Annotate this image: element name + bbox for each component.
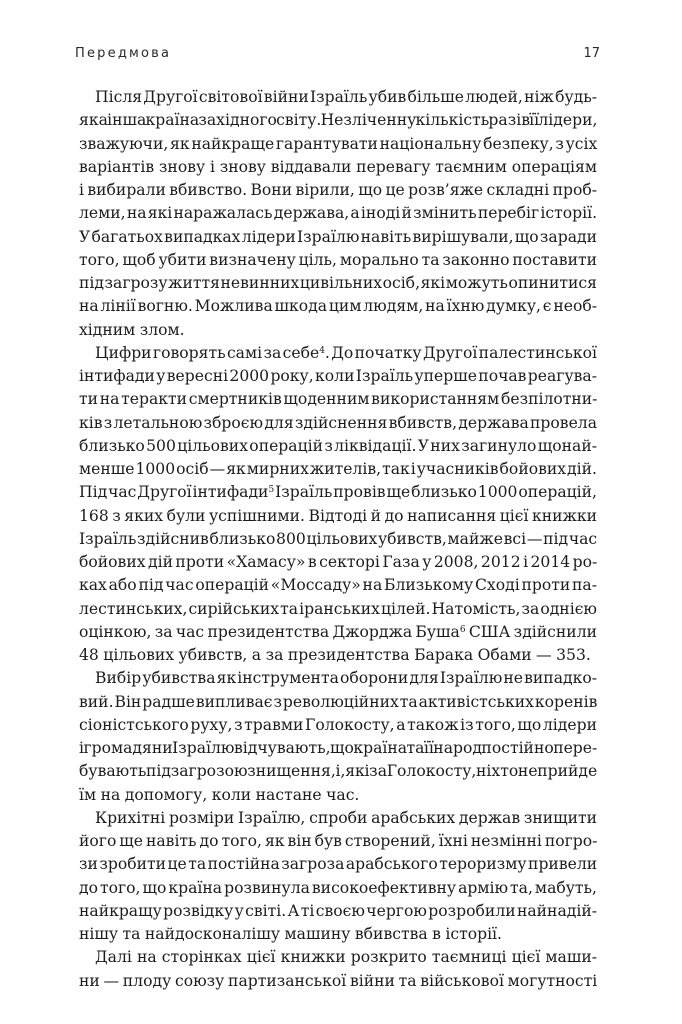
text-line: близько 500 цільових операцій з ліквідації. У них загинуло щонай-	[79, 436, 597, 455]
text-fragment: Під час Другої інтифади	[79, 483, 269, 502]
text-line: бойових дій проти «Хамасу» в секторі Газа у 2008, 2012 і 2014 ро-	[79, 553, 598, 571]
text-line: ках або під час операцій «Моссаду» на Близькому Сході проти па-	[79, 576, 597, 595]
text-line: інтифади у вересні 2000 року, коли Ізраїль уперше почав реагува-	[79, 367, 597, 385]
text-line: до того, що країна розвинула високоефективну армію та, мабуть,	[79, 878, 597, 897]
page-number: 17	[583, 46, 600, 61]
text-line: менше 1000 осіб — як мирних жителів, так і учасників бойових дій.	[79, 460, 597, 478]
section-title: Передмова	[75, 46, 172, 61]
text-line: найкращу розвідку у світі. А ті своєю чергою розробили найнадій-	[79, 901, 597, 920]
text-line: зважуючи, як найкраще гарантувати національну безпеку, з усіх	[79, 134, 598, 153]
text-line: Крихітні розміри Ізраїлю, спроби арабських держав знищити	[95, 808, 598, 827]
text-line: його ще навіть до того, як він був створений, їхні незмінні погро-	[79, 832, 598, 850]
text-line: яка інша країна західного світу. Незліченну кількість разів її лідери,	[79, 111, 598, 130]
text-fragment: США здійснили	[465, 622, 597, 641]
text-fragment: Цифри говорять самі за себе	[95, 343, 320, 362]
text-line: на лінії вогню. Можлива шкода цим людям, на їхню думку, є необ-	[79, 297, 597, 316]
text-line: 168 з яких були успішними. Відтоді й до написання цієї книжки	[79, 506, 597, 525]
footnote-ref: 4	[319, 345, 325, 356]
text-line: зи зробити це та постійна загроза арабського тероризму привели	[79, 855, 598, 874]
text-fragment: оцінкою, за час президентства Джорджа Буша	[79, 622, 460, 641]
running-head	[75, 46, 600, 70]
text-line: нішу та найдосконалішу машину вбивства в історії.	[79, 925, 503, 943]
text-line: того, щоб убити визначену ціль, морально та законно поставити	[79, 250, 597, 269]
text-line: їм на допомогу, коли настане час.	[79, 785, 360, 804]
text-line: Ізраїль здійснив близько 800 цільових убивств, майже всі — під час	[79, 529, 598, 548]
text-line: вий. Він радше випливає з революційних та активістських коренів	[79, 692, 598, 711]
text-line: бувають під загрозою знищення, і, як і за Голокосту, ніхто не прийде	[79, 762, 598, 781]
text-line: під загрозу життя невинних цивільних осіб, які можуть опинитися	[79, 274, 597, 292]
footnote-ref: 6	[459, 624, 466, 635]
text-line	[79, 342, 597, 365]
text-line: ни — плоду союзу партизанської війни та військової могутності	[79, 971, 598, 990]
text-line: леми, на які наражалась держава, а іноді й змінить перебіг історії.	[79, 204, 598, 223]
text-fragment: . До початку Другої палестинської	[324, 343, 597, 362]
text-line	[79, 621, 597, 644]
text-line: і громадяни Ізраїлю відчувають, що країна та її народ постійно пере-	[79, 739, 598, 757]
text-line: лестинських, сирійських та іранських цілей. Натомість, за однією	[79, 599, 597, 618]
text-line: і вибирали вбивство. Вони вірили, що це розв’яже складні проб-	[79, 181, 597, 199]
text-line: сіоністського руху, з травми Голокосту, а також із того, що лідери	[79, 715, 597, 734]
text-line: У багатьох випадках лідери Ізраїлю навіть вирішували, що заради	[79, 227, 597, 246]
text-line: Вибір убивства як інструмента оборони для Ізраїлю не випадко-	[95, 669, 597, 688]
text-fragment: Ізраїль провів ще близько 1000 операцій,	[274, 483, 597, 502]
text-line: хідним злом.	[79, 320, 185, 339]
text-line: варіантів знову і знову віддавали перевагу таємним операціям	[79, 157, 597, 176]
text-line: Після Другої світової війни Ізраїль убив більше людей, ніж будь-	[95, 88, 597, 106]
text-line: Далі на сторінках цієї книжки розкрито таємниці цієї маши-	[95, 948, 597, 967]
text-line: ти на теракти смертників щоденним використанням безпілотни-	[79, 390, 598, 409]
text-line: 48 цільових убивств, а за президентства Барака Обами — 353.	[79, 646, 591, 664]
body-text	[79, 86, 597, 993]
text-line: ків з летальною зброєю для здійснення вбивств, держава провела	[79, 413, 597, 432]
text-line	[79, 481, 597, 504]
footnote-ref: 5	[268, 485, 275, 496]
